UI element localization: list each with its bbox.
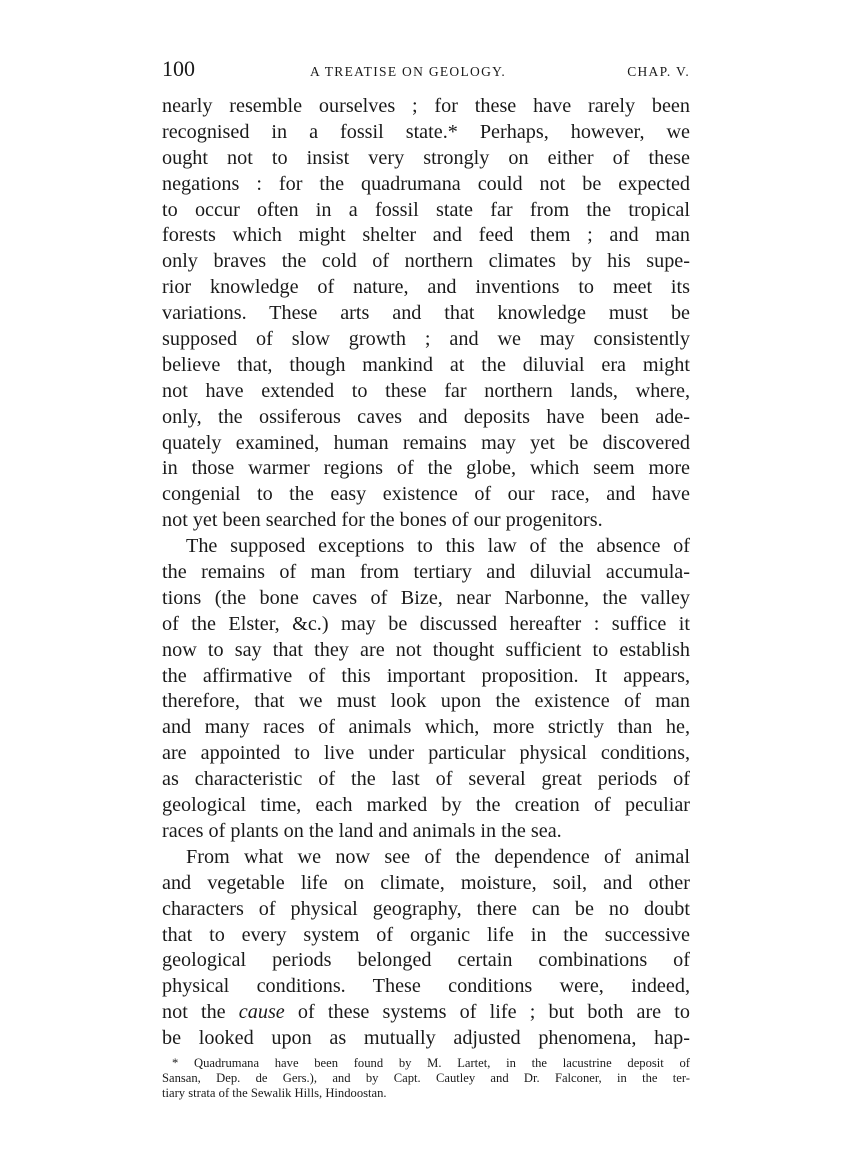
text-line: not the cause of these systems of life ; but both are to: [162, 1001, 690, 1024]
text-line: be looked upon as mutually adjusted phenomena, hap-: [162, 1027, 690, 1050]
text-line: supposed of slow growth ; and we may consistently: [162, 328, 690, 351]
text-line: in those warmer regions of the globe, which seem more: [162, 457, 690, 480]
text-line: quately examined, human remains may yet be discovered: [162, 431, 690, 454]
text-line: not yet been searched for the bones of our progenitors.: [162, 509, 603, 532]
footnote-line: Sansan, Dep. de Gers.), and by Capt. Cautley and Dr. Falconer, in the ter-: [162, 1070, 690, 1085]
text-line: recognised in a fossil state.* Perhaps, however, we: [162, 120, 690, 143]
text-line: races of plants on the land and animals in the sea.: [162, 819, 562, 842]
text-line: congenial to the easy existence of our race, and have: [162, 483, 690, 506]
text-line: only, the ossiferous caves and deposits have been ade-: [162, 405, 690, 428]
text-line: the remains of man from tertiary and diluvial accumula-: [162, 561, 690, 584]
text-line: geological time, each marked by the creation of peculiar: [162, 794, 690, 817]
text-line: believe that, though mankind at the diluvial era might: [162, 353, 690, 376]
text-line: to occur often in a fossil state far from the tropical: [162, 198, 690, 221]
footnote-line: tiary strata of the Sewalik Hills, Hindoostan.: [162, 1085, 387, 1100]
text-line: and vegetable life on climate, moisture, soil, and other: [162, 871, 690, 894]
footnote: [162, 1056, 690, 1101]
text-line: the affirmative of this important proposition. It appears,: [162, 664, 690, 687]
running-head: [162, 56, 690, 92]
chapter-label: CHAP. V.: [627, 64, 690, 79]
text-line: physical conditions. These conditions were, indeed,: [162, 975, 690, 998]
footnote-line: * Quadrumana have been found by M. Lartet, in the lacustrine deposit of: [172, 1055, 690, 1070]
text-line: The supposed exceptions to this law of the absence of: [186, 535, 690, 558]
text-line: geological periods belonged certain combinations of: [162, 949, 690, 972]
text-line: From what we now see of the dependence of animal: [186, 845, 690, 868]
text-line: that to every system of organic life in the successive: [162, 923, 690, 946]
text-line: characters of physical geography, there can be no doubt: [162, 897, 690, 920]
page-number: 100: [162, 56, 195, 81]
book-page: [162, 56, 690, 1100]
text-line: therefore, that we must look upon the existence of man: [162, 690, 690, 713]
text-line: now to say that they are not thought sufficient to establish: [162, 638, 690, 661]
text-line: not have extended to these far northern lands, where,: [162, 379, 690, 402]
text-line: nearly resemble ourselves ; for these have rarely been: [162, 95, 690, 117]
text-line: only braves the cold of northern climates by his supe-: [162, 250, 690, 273]
text-line: ought not to insist very strongly on either of these: [162, 146, 690, 169]
text-line: are appointed to live under particular physical conditions,: [162, 742, 690, 765]
text-line: rior knowledge of nature, and inventions to meet its: [162, 276, 690, 299]
running-title: A TREATISE ON GEOLOGY.: [310, 64, 507, 79]
text-line: variations. These arts and that knowledge must be: [162, 302, 690, 325]
text-line: of the Elster, &c.) may be discussed hereafter : suffice it: [162, 612, 690, 635]
body-text: [162, 94, 690, 1052]
text-line: forests which might shelter and feed them ; and man: [162, 224, 690, 247]
text-line: tions (the bone caves of Bize, near Narbonne, the valley: [162, 586, 690, 609]
text-line: as characteristic of the last of several great periods of: [162, 768, 690, 791]
text-line: and many races of animals which, more strictly than he,: [162, 716, 690, 739]
text-line: negations : for the quadrumana could not be expected: [162, 172, 690, 195]
